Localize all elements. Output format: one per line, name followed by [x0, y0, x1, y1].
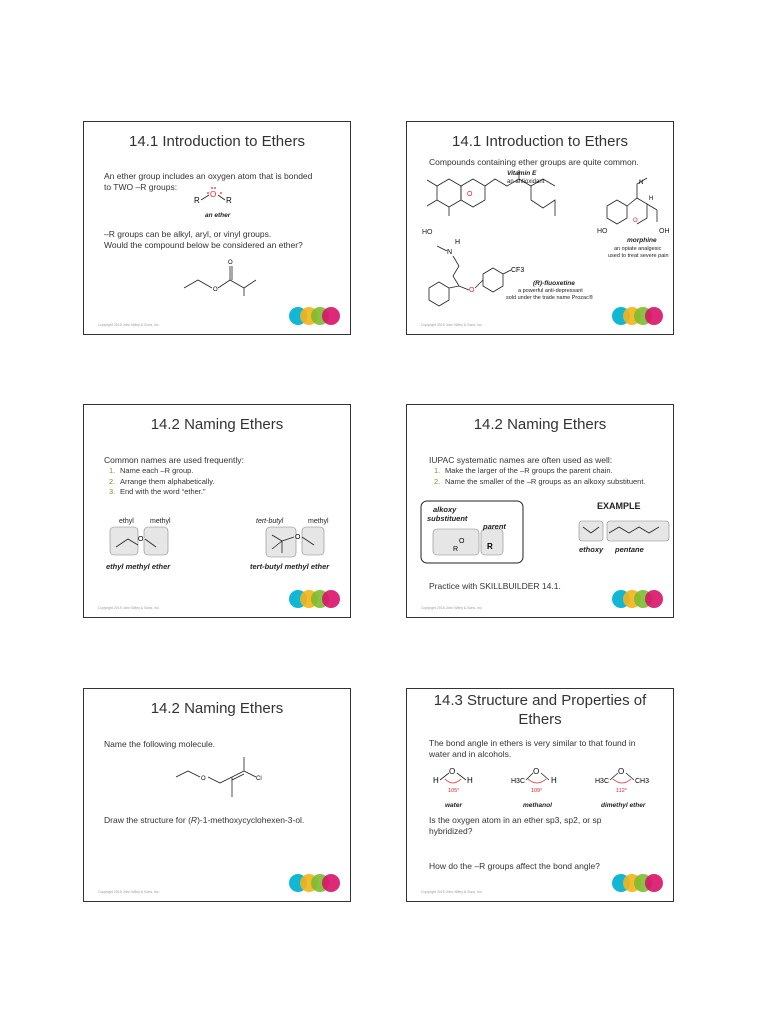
- step-text: Arrange them alphabetically.: [120, 476, 215, 486]
- slide-naming-ethers-common: [83, 404, 351, 618]
- methyl-label: H3C: [511, 778, 526, 785]
- copyright: Copyright 2015 John Wiley & Sons, Inc.: [421, 323, 483, 327]
- ester-structure: [182, 256, 262, 296]
- list-item: 2. Arrange them alphabetically.: [109, 476, 215, 486]
- naming-steps: [106, 466, 215, 498]
- fluoxetine-desc: a powerful anti-depressant: [518, 288, 583, 294]
- methanol-label: methanol: [523, 802, 552, 809]
- nitrogen-label: N: [447, 249, 453, 256]
- copyright: Copyright 2015 John Wiley & Sons, Inc.: [98, 890, 160, 894]
- dimethyl-ether-structure: [593, 761, 665, 797]
- morphine-structure: [599, 174, 671, 236]
- methanol-structure: [509, 761, 569, 797]
- methyl-label: H3C: [595, 778, 610, 785]
- wiley-logo: [289, 590, 341, 608]
- chlorine-label: Cl: [256, 776, 262, 782]
- text-line: Would the compound below be considered an ether?: [104, 240, 303, 250]
- tert-butyl-label: tert-butyl: [256, 518, 284, 525]
- parent-label: parent: [483, 522, 506, 531]
- hydrogen-label: H: [433, 776, 439, 785]
- step-text: Name the smaller of the –R groups as an alkoxy substituent.: [445, 476, 646, 486]
- unknown-ether-structure: [174, 753, 274, 803]
- tert-butyl-methyl-ether-structure: [264, 525, 326, 559]
- copyright: Copyright 2015 John Wiley & Sons, Inc.: [98, 323, 160, 327]
- copyright: Copyright 2015 John Wiley & Sons, Inc.: [421, 606, 483, 610]
- oxygen-label: O: [459, 538, 465, 545]
- ethyl-label: ethyl: [119, 518, 134, 525]
- iupac-steps: [431, 466, 646, 487]
- oxygen-label: O: [533, 767, 540, 776]
- slide-title: [407, 691, 673, 729]
- bond-angle: 109°: [531, 788, 543, 794]
- vitamin-e-desc: an antioxidant: [507, 179, 545, 185]
- body-text: [104, 229, 303, 251]
- vitamin-e-name: Vitamin E: [507, 170, 537, 177]
- methyl-label: methyl: [308, 518, 329, 525]
- text-part: R: [190, 815, 198, 825]
- body-text: [429, 738, 635, 760]
- text-line: –R groups can be alkyl, aryl, or vinyl groups.: [104, 229, 272, 239]
- fluoxetine-desc: sold under the trade name Prozac®: [506, 295, 593, 301]
- body-text: Name the following molecule.: [104, 739, 216, 749]
- water-structure: [431, 761, 483, 797]
- body-text: Common names are used frequently:: [104, 455, 244, 465]
- text-part: Draw the structure for (: [104, 815, 191, 825]
- slide-structure-properties: [406, 688, 674, 902]
- ethoxy-label: ethoxy: [579, 545, 604, 554]
- ho-label: HO: [422, 229, 433, 236]
- ethoxypentane-structure: [577, 517, 673, 543]
- hydrogen-label: H: [649, 196, 654, 202]
- r-right-label: R: [226, 196, 232, 205]
- text-line: The bond angle in ethers is very similar to that found in: [429, 738, 636, 748]
- body-text: [429, 815, 601, 837]
- oxygen-label: O: [618, 767, 625, 776]
- step-text: End with the word “ether.”: [120, 487, 206, 496]
- hydrogen-label: H: [467, 776, 473, 785]
- hydrogen-label: H: [455, 239, 461, 246]
- r-label: R: [453, 546, 459, 553]
- step-text: Make the larger of the –R groups the parent chain.: [445, 466, 613, 475]
- wiley-logo: [289, 874, 341, 892]
- oxygen-label: O: [467, 191, 473, 198]
- r-label: R: [487, 542, 493, 551]
- body-text: [104, 815, 304, 826]
- morphine-desc: used to treat severe pain: [608, 253, 669, 259]
- slide-intro-ethers-1: [83, 121, 351, 335]
- methyl-label: CH3: [635, 778, 650, 785]
- wiley-logo: [289, 307, 341, 325]
- pentane-label: pentane: [615, 545, 644, 554]
- slide-title: 14.1 Introduction to Ethers: [129, 133, 305, 150]
- body-text: IUPAC systematic names are often used as well:: [429, 455, 613, 465]
- question-line: Is the oxygen atom in an ether sp3, sp2, or sp: [429, 815, 602, 825]
- cf3-label: CF3: [511, 267, 525, 274]
- slide-title: 14.2 Naming Ethers: [150, 416, 284, 433]
- wiley-logo: [612, 874, 664, 892]
- oxygen-label: O: [210, 190, 217, 199]
- oxygen-label: O: [295, 534, 301, 541]
- ester-oxygen: O: [213, 287, 218, 293]
- text-line: water and in alcohols.: [429, 749, 512, 759]
- title-line: 14.3 Structure and Properties of: [433, 692, 647, 709]
- nitrogen-label: N: [639, 180, 644, 186]
- list-item: 1. Make the larger of the –R groups the parent chain.: [434, 466, 613, 475]
- dimethyl-ether-label: dimethyl ether: [601, 802, 646, 809]
- oxygen-label: O: [201, 776, 206, 782]
- bond-angle: 105°: [448, 788, 460, 794]
- ho-label: HO: [597, 228, 608, 235]
- list-item: 3. End with the word “ether.”: [109, 487, 206, 496]
- slide-title: 14.1 Introduction to Ethers: [452, 133, 628, 150]
- methyl-label: methyl: [150, 518, 171, 525]
- oxygen-label: O: [633, 218, 638, 224]
- copyright: Copyright 2015 John Wiley & Sons, Inc.: [421, 890, 483, 894]
- hydrogen-label: H: [551, 776, 557, 785]
- title-line: Ethers: [518, 711, 562, 728]
- fluoxetine-name: (R)-fluoxetine: [533, 280, 575, 287]
- list-item: 1. Name each –R group.: [109, 466, 194, 475]
- oxygen-label: O: [449, 767, 456, 776]
- bond-angle: 112°: [616, 788, 627, 794]
- substituent-label: substituent: [427, 514, 468, 523]
- text-part: )-1-methoxycyclohexen-3-ol.: [197, 815, 305, 825]
- morphine-name: morphine: [627, 237, 657, 244]
- water-label: water: [445, 802, 462, 809]
- practice-text: Practice with SKILLBUILDER 14.1.: [429, 581, 561, 591]
- list-item: 2. Name the smaller of the –R groups as an alkoxy substituent.: [434, 476, 646, 486]
- morphine-desc: an opiate analgesic: [614, 246, 662, 252]
- alkoxy-label: alkoxy: [433, 505, 457, 514]
- name-tert-butyl-methyl-ether: tert-butyl methyl ether: [250, 562, 330, 571]
- body-text: Compounds containing ether groups are quite common.: [429, 157, 639, 167]
- wiley-logo: [612, 590, 664, 608]
- oh-label: OH: [659, 228, 670, 235]
- slide-naming-ethers-practice: [83, 688, 351, 902]
- slide-title: 14.2 Naming Ethers: [150, 700, 284, 717]
- slide-title: 14.2 Naming Ethers: [473, 416, 607, 433]
- slide-naming-ethers-iupac: [406, 404, 674, 618]
- text-line: to TWO –R groups:: [104, 182, 178, 192]
- text-line: An ether group includes an oxygen atom that is bonded: [104, 171, 313, 181]
- carbonyl-oxygen: O: [228, 260, 233, 266]
- name-ethyl-methyl-ether: ethyl methyl ether: [106, 562, 171, 571]
- example-label: EXAMPLE: [597, 501, 641, 511]
- slide-intro-ethers-2: [406, 121, 674, 335]
- step-text: Name each –R group.: [120, 466, 194, 475]
- oxygen-label: O: [469, 287, 475, 294]
- copyright: Copyright 2015 John Wiley & Sons, Inc.: [98, 606, 160, 610]
- r-left-label: R: [194, 196, 200, 205]
- question-line: hybridized?: [429, 826, 473, 836]
- ether-label: an ether: [205, 212, 231, 219]
- ether-structure: [192, 184, 242, 214]
- body-text: How do the –R groups affect the bond angle?: [429, 861, 600, 871]
- ethyl-methyl-ether-structure: [108, 525, 170, 559]
- wiley-logo: [612, 307, 664, 325]
- oxygen-label: O: [138, 536, 144, 543]
